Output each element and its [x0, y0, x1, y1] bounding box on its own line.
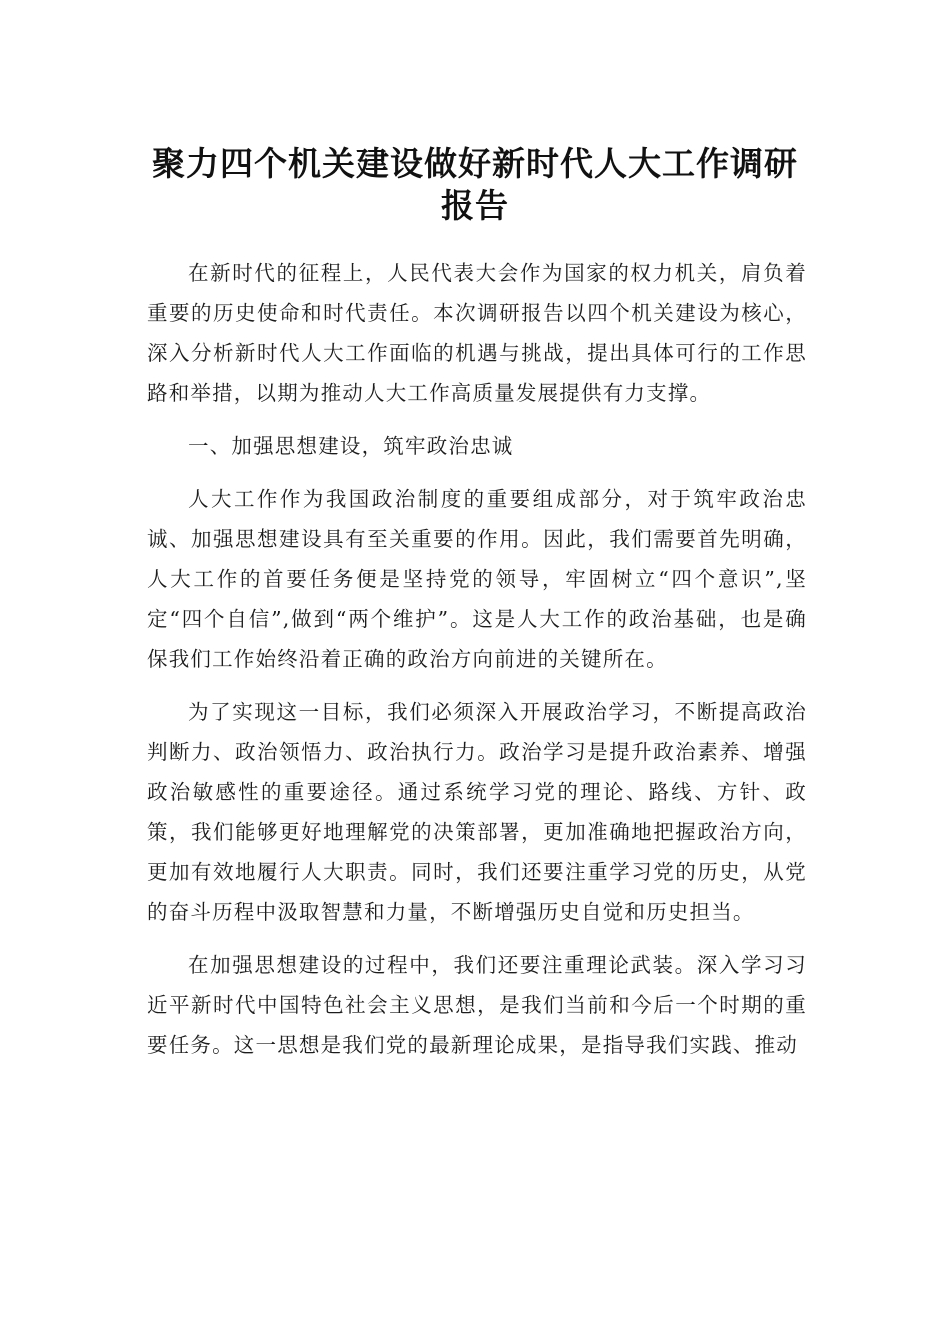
document-title: 聚力四个机关建设做好新时代人大工作调研报告 [152, 144, 798, 225]
paragraph-political-study: 为了实现这一目标，我们必须深入开展政治学习，不断提高政治判断力、政治领悟力、政治执行力。政治学习是提升政治素养、增强政治敏感性的重要途径。通过系统学习党的理论、路线、方针、政策，我们能够更好地理解党的决策部署，更加准确地把握政治方向，更加有效地履行人大职责。同时，我们还要注重学习党的历史，从党的奋斗历程中汲取智慧和力量，不断增强历史自觉和历史担当。 [147, 700, 807, 924]
paragraph-political-loyalty: 人大工作作为我国政治制度的重要组成部分，对于筑牢政治忠诚、加强思想建设具有至关重要的作用。因此，我们需要首先明确，人大工作的首要任务便是坚持党的领导，牢固树立“四个意识”,坚定“四个自信”,做到“两个维护”。这是人大工作的政治基础，也是确保我们工作始终沿着正确的政治方向前进的关键所在。 [147, 487, 807, 671]
document-body [147, 253, 807, 1078]
section-heading-1: 一、加强思想建设，筑牢政治忠诚 [188, 434, 514, 458]
paragraph-theory-armament: 在加强思想建设的过程中，我们还要注重理论武装。深入学习习近平新时代中国特色社会主义思想，是我们当前和今后一个时期的重要任务。这一思想是我们党的最新理论成果，是指导我们实践、推动 [147, 953, 807, 1057]
paragraph-intro: 在新时代的征程上，人民代表大会作为国家的权力机关，肩负着重要的历史使命和时代责任。本次调研报告以四个机关建设为核心，深入分析新时代人大工作面临的机遇与挑战，提出具体可行的工作思路和举措，以期为推动人大工作高质量发展提供有力支撑。 [147, 261, 807, 405]
